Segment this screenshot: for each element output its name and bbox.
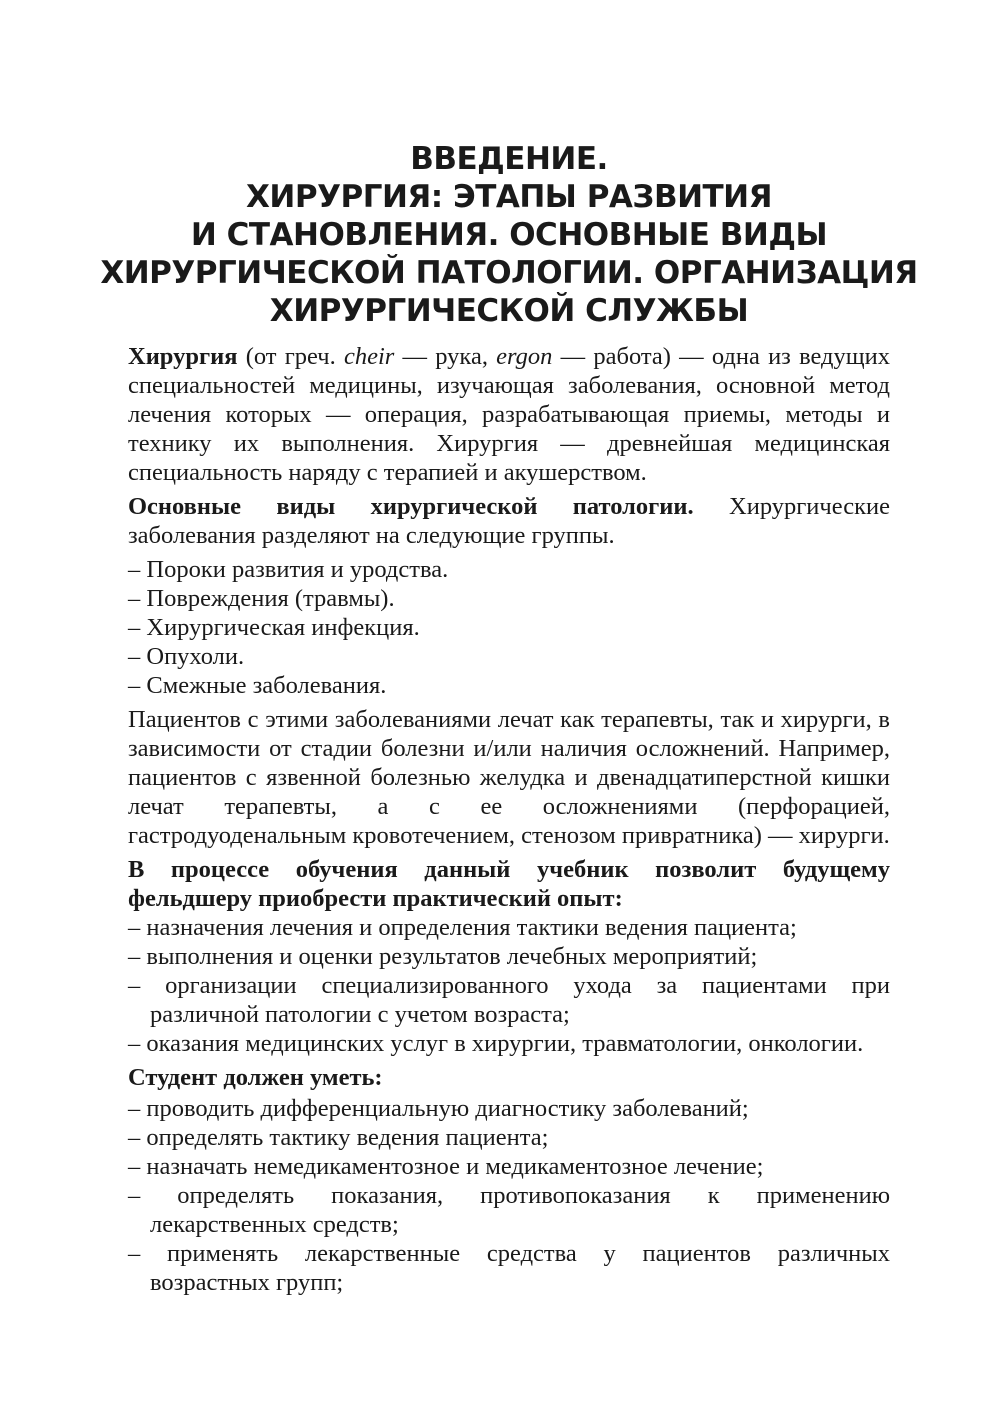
list-item: – оказания медицинских услуг в хирургии, травматологии, онкологии.	[128, 1029, 890, 1058]
patients-paragraph: Пациентов с этими заболеваниями лечат как терапевты, так и хирурги, в зависимости от стадии болезни и/или наличия осложнений. Например, пациентов с язвенной болезнью желудка и двенадцатиперстной кишки лечат терапевты, а с ее осложнениями (перфорацией, гастродуоденальным кровотечением, стенозом привратника) — хирурги.	[128, 706, 890, 849]
title-line: ХИРУРГИЧЕСКОЙ ПАТОЛОГИИ. ОРГАНИЗАЦИЯ	[100, 255, 918, 291]
list-item: – Пороки развития и уродства.	[128, 555, 890, 584]
list-item: – выполнения и оценки результатов лечебных мероприятий;	[128, 942, 890, 971]
types-list	[128, 555, 890, 700]
list-item: – Опухоли.	[128, 642, 890, 671]
page-content	[100, 140, 918, 1302]
intro-text: (от греч.	[237, 343, 344, 370]
list-item: – определять тактику ведения пациента;	[128, 1123, 890, 1152]
intro-text: — рука,	[394, 343, 497, 370]
intro-paragraph	[128, 342, 890, 487]
term-cheir: cheir	[343, 343, 395, 370]
types-heading: Основные виды хирургической патологии.	[128, 493, 694, 520]
list-item: – применять лекарственные средства у пациентов различных возрастных групп;	[128, 1239, 890, 1297]
term-ergon: ergon	[496, 343, 553, 370]
chapter-title	[88, 140, 930, 330]
list-item: – Повреждения (травмы).	[128, 584, 890, 613]
types-paragraph	[128, 492, 890, 550]
list-item: – назначения лечения и определения тактики ведения пациента;	[128, 913, 890, 942]
intro-text: — работа) — одна из ведущих специальностей медицины, изучающая заболевания, основной метод лечения которых — операция, разрабатывающая приемы, методы и технику их выполнения. Хирургия — древнейшая медицинская специальность наряду с терапией и акушерством.	[128, 343, 890, 486]
title-line: ХИРУРГИЯ: ЭТАПЫ РАЗВИТИЯ	[246, 179, 772, 215]
list-item: – Хирургическая инфекция.	[128, 613, 890, 642]
skills-list	[128, 1094, 890, 1297]
learning-heading: В процессе обучения данный учебник позволит будущему фельдшеру приобрести практический опыт:	[128, 856, 890, 912]
list-item: – проводить дифференциальную диагностику заболеваний;	[128, 1094, 890, 1123]
term-surgery: Хирургия	[128, 343, 238, 370]
title-line: И СТАНОВЛЕНИЯ. ОСНОВНЫЕ ВИДЫ	[190, 217, 828, 253]
skills-heading: Студент должен уметь:	[128, 1064, 383, 1091]
list-item: – назначать немедикаментозное и медикаментозное лечение;	[128, 1152, 890, 1181]
title-line: ХИРУРГИЧЕСКОЙ СЛУЖБЫ	[269, 293, 749, 329]
list-item: – организации специализированного ухода за пациентами при различной патологии с учетом возраста;	[128, 971, 890, 1029]
list-item: – Смежные заболевания.	[128, 671, 890, 700]
list-item: – определять показания, противопоказания к применению лекарственных средств;	[128, 1181, 890, 1239]
learning-list	[128, 913, 890, 1058]
title-line: ВВЕДЕНИЕ.	[410, 141, 608, 177]
types-text: Хирургические заболевания разделяют на следующие группы.	[128, 493, 890, 549]
body-text	[128, 342, 890, 1297]
